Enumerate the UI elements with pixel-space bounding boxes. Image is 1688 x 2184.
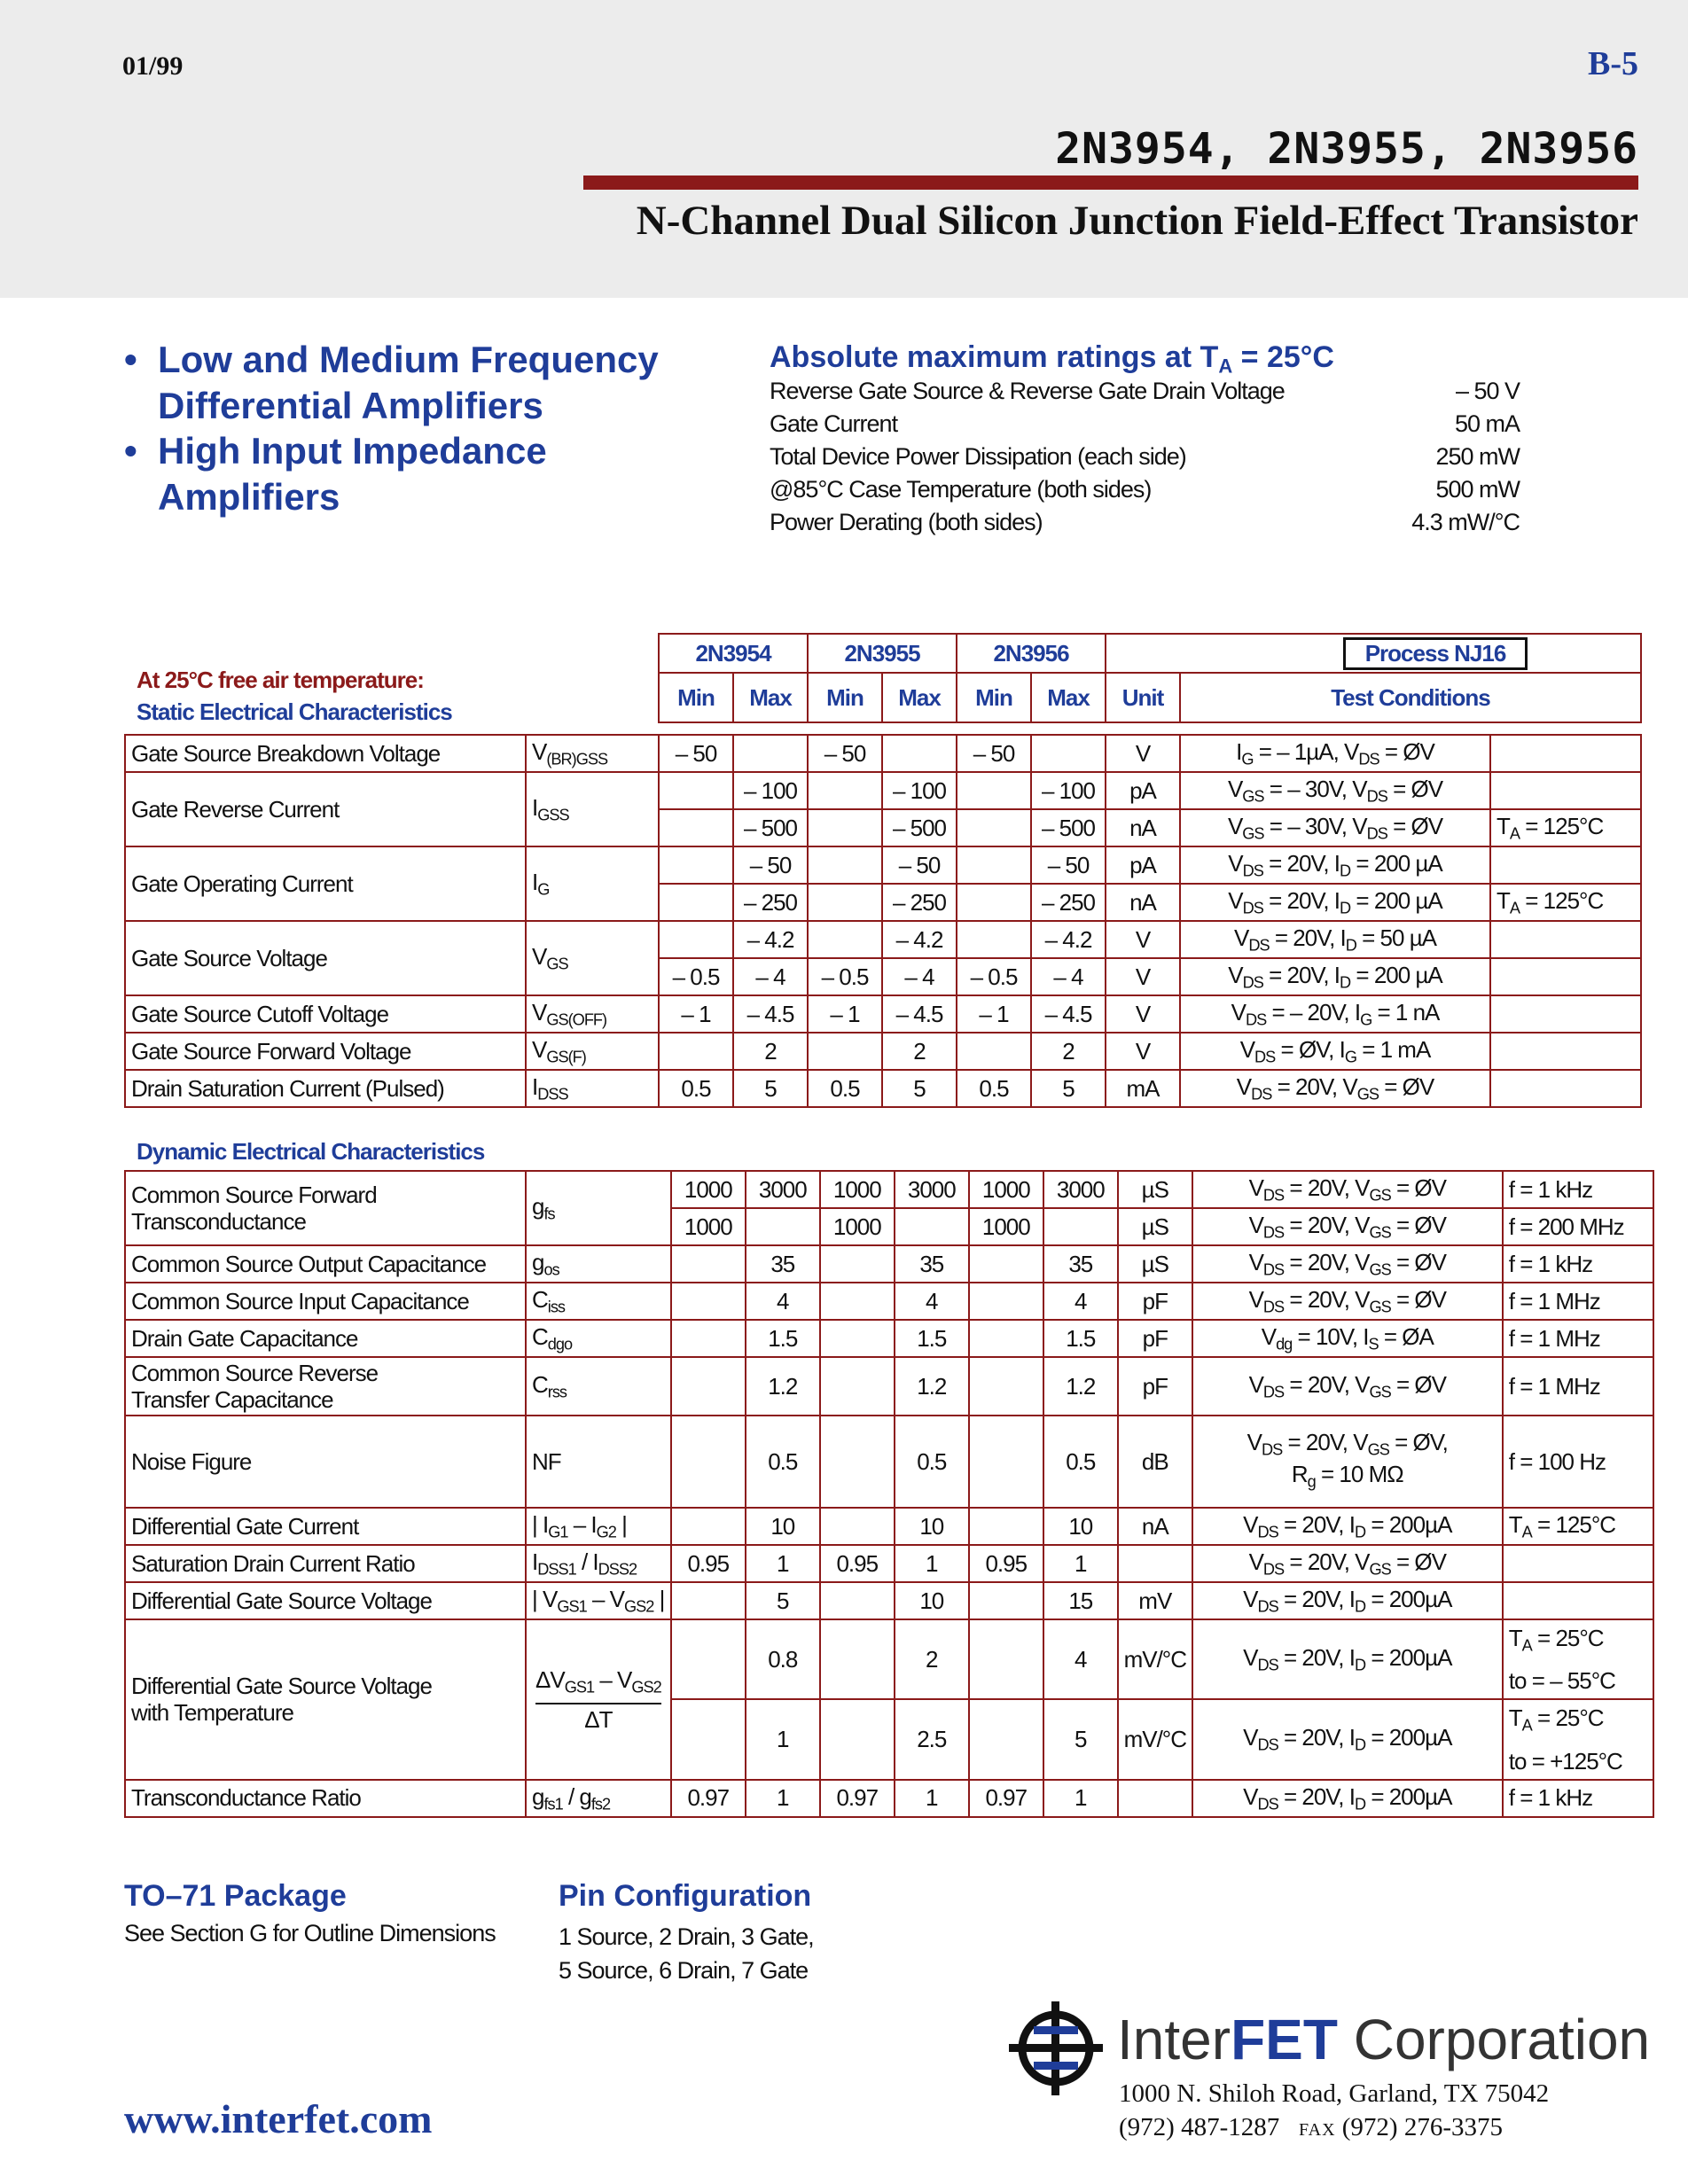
temp-cell <box>1490 846 1641 884</box>
feature-2-line2: Amplifiers <box>158 476 340 518</box>
param-label: Common Source Input Capacitance <box>125 1283 526 1320</box>
cell <box>957 846 1031 884</box>
unit-cell: pF <box>1118 1320 1192 1357</box>
condition-cell: $V_{DS} = 20V$, $V_{GS}$ = ØV <box>1192 1171 1503 1208</box>
cell: 2 <box>1031 1033 1106 1070</box>
min-header: Min <box>808 673 882 722</box>
gfs-symbol: $g_{fs}$ <box>526 1171 671 1245</box>
cell: 5 <box>882 1070 957 1107</box>
condition-cell: $V_{DS} = 20V$, $V_{GS}$ = ØV <box>1180 1070 1490 1107</box>
abs-max-value: – 50 V <box>1455 378 1520 404</box>
cell: 0.5 <box>1043 1416 1118 1508</box>
cell: 1.5 <box>746 1320 820 1357</box>
unit-cell: pF <box>1118 1357 1192 1416</box>
cell: 3000 <box>746 1171 820 1208</box>
condition-cell: $I_G$ = – 1µA, $V_{DS}$ = ØV <box>1180 735 1490 772</box>
freq-cell: f = 1 MHz <box>1503 1283 1653 1320</box>
param-symbol: $C_{iss}$ <box>526 1283 671 1320</box>
cell <box>659 809 733 846</box>
cell: 0.95 <box>820 1545 895 1582</box>
row-ciss <box>125 1283 1653 1320</box>
feature-1-line1: Low and Medium Frequency <box>158 339 659 380</box>
unit-cell: pF <box>1118 1283 1192 1320</box>
cell: 1 <box>746 1780 820 1817</box>
cell: 3000 <box>1043 1171 1118 1208</box>
tr-label: Transconductance Ratio <box>125 1780 526 1817</box>
cell: – 0.5 <box>808 958 882 995</box>
param-symbol: $I_{DSS}$ <box>526 1070 659 1107</box>
unit-cell: µS <box>1118 1171 1192 1208</box>
cell: – 4.5 <box>1031 995 1106 1033</box>
cell: 10 <box>1043 1508 1118 1545</box>
cell: 10 <box>895 1582 969 1619</box>
unit-cell: V <box>1106 921 1180 958</box>
abs-max-label: @85°C Case Temperature (both sides) <box>770 476 1152 503</box>
temp-cell <box>1490 995 1641 1033</box>
condition-cell: $V_{DS} = 20V$, $I_D = 200\mu A$ <box>1192 1619 1503 1699</box>
cell: 1 <box>895 1780 969 1817</box>
cell: – 500 <box>733 809 808 846</box>
abs-max-row <box>770 410 1520 438</box>
param-label: Gate Source Cutoff Voltage <box>125 995 526 1033</box>
param-symbol: $g_{os}$ <box>526 1245 671 1283</box>
cell: – 4.2 <box>733 921 808 958</box>
unit-cell: mV/°C <box>1118 1699 1192 1779</box>
unit-cell: mA <box>1106 1070 1180 1107</box>
cell: – 500 <box>1031 809 1106 846</box>
cell: – 100 <box>882 772 957 809</box>
date: 01/99 <box>122 51 184 81</box>
cell: 35 <box>746 1245 820 1283</box>
cell: – 4.5 <box>733 995 808 1033</box>
cell: 1.2 <box>895 1357 969 1416</box>
sdcr-symbol: $I_{DSS1} / I_{DSS2}$ <box>526 1545 671 1582</box>
param-symbol: $C_{dgo}$ <box>526 1320 671 1357</box>
table-row <box>125 735 1641 772</box>
crss-label: Common Source Reverse Transfer Capacitance <box>125 1357 526 1416</box>
cell: 2 <box>882 1033 957 1070</box>
feature-2-line1: High Input Impedance <box>158 430 547 472</box>
header-table <box>658 633 1642 723</box>
cell: – 4.5 <box>882 995 957 1033</box>
cell <box>957 772 1031 809</box>
interfet-logo-icon <box>1007 2000 1105 2097</box>
nf-label: Noise Figure <box>125 1416 526 1508</box>
page-title: N-Channel Dual Silicon Junction Field-Effect Transistor <box>636 198 1638 244</box>
cell <box>895 1208 969 1245</box>
cell <box>659 846 733 884</box>
param-symbol: $I_{GSS}$ <box>526 772 659 846</box>
cell: 35 <box>895 1245 969 1283</box>
cell: 0.97 <box>969 1780 1043 1817</box>
param-symbol: $V_{GS(F)}$ <box>526 1033 659 1070</box>
cell <box>808 772 882 809</box>
temp-cell <box>1490 958 1641 995</box>
param-label: Gate Source Voltage <box>125 921 526 995</box>
dgsvt-symbol: $\Delta V_{GS1} - V_{GS2}$ ΔT <box>526 1619 671 1780</box>
feature-1: • Low and Medium Frequency Differential Amplifiers <box>124 339 659 426</box>
cell: 0.5 <box>746 1416 820 1508</box>
cell: 1000 <box>820 1171 895 1208</box>
condition-cell: $V_{DS} = 20V$, $V_{GS}$ = ØV <box>1192 1208 1503 1245</box>
cell: – 4 <box>733 958 808 995</box>
param-label: Drain Gate Capacitance <box>125 1320 526 1357</box>
condition-cell: $V_{DS} = 20V$, $I_D = 200\mu A$ <box>1192 1699 1503 1779</box>
unit-cell: pA <box>1106 846 1180 884</box>
static-label: Static Electrical Characteristics <box>137 698 452 725</box>
freq-cell: f = 100 Hz <box>1503 1416 1653 1508</box>
cell <box>808 1033 882 1070</box>
cell <box>957 809 1031 846</box>
cell: – 50 <box>957 735 1031 772</box>
condition-cell: $V_{DS}$ = ØV, $I_G = 1$ mA <box>1180 1033 1490 1070</box>
cell: 1000 <box>820 1208 895 1245</box>
cell <box>733 735 808 772</box>
table-row <box>125 921 1641 958</box>
cell: 15 <box>1043 1582 1118 1619</box>
pin-text <box>559 1920 814 1987</box>
freq-cell: f = 200 MHz <box>1503 1208 1653 1245</box>
unit-cell: nA <box>1106 884 1180 921</box>
dgsvt-label: Differential Gate Source Voltage with Temperature <box>125 1619 526 1780</box>
cell: 3000 <box>895 1171 969 1208</box>
cell: – 4 <box>882 958 957 995</box>
part-header-2: 2N3955 <box>808 634 957 673</box>
package-text: See Section G for Outline Dimensions <box>124 1920 496 1946</box>
cell: 0.97 <box>671 1780 746 1817</box>
unit-cell: V <box>1106 995 1180 1033</box>
gfs-label: Common Source Forward Transconductance <box>125 1171 526 1245</box>
cell: 4 <box>1043 1283 1118 1320</box>
unit-cell: V <box>1106 1033 1180 1070</box>
cell: – 50 <box>659 735 733 772</box>
cell: – 250 <box>733 884 808 921</box>
condition-cell: $V_{DS} = 20V$, $I_D = 200$ µA <box>1180 958 1490 995</box>
temp-cell <box>1490 772 1641 809</box>
address: 1000 N. Shiloh Road, Garland, TX 75042 <box>1119 2079 1550 2108</box>
dgc-label: Differential Gate Current <box>125 1508 526 1545</box>
feature-2: • High Input Impedance Amplifiers <box>124 430 547 518</box>
temp-cell: $T_A = 125^\circ C$ <box>1490 884 1641 921</box>
cell: – 250 <box>1031 884 1106 921</box>
temp-cell <box>1490 735 1641 772</box>
dynamic-table <box>124 1170 1654 1818</box>
abs-max-value: 50 mA <box>1454 410 1520 437</box>
cell: 4 <box>1043 1619 1118 1699</box>
cell: 1 <box>895 1545 969 1582</box>
unit-cell: nA <box>1118 1508 1192 1545</box>
abs-max-label: Total Device Power Dissipation (each side) <box>770 443 1186 470</box>
cell: 5 <box>733 1070 808 1107</box>
cell: 0.95 <box>969 1545 1043 1582</box>
condition-cell: $V_{dg} = 10V$, $I_S$ = ØA <box>1192 1320 1503 1357</box>
cell: – 500 <box>882 809 957 846</box>
cell: 1000 <box>969 1171 1043 1208</box>
cell: 4 <box>746 1283 820 1320</box>
freq-cell: f = 1 MHz <box>1503 1320 1653 1357</box>
condition-cell: $V_{DS} = 20V$, $I_D = 50$ µA <box>1180 921 1490 958</box>
cell: 0.5 <box>957 1070 1031 1107</box>
temp-cell <box>1490 1033 1641 1070</box>
cell: 1.2 <box>1043 1357 1118 1416</box>
cell: 1 <box>746 1699 820 1779</box>
condition-cell: $V_{DS} = 20V$, $V_{GS}$ = ØV <box>1192 1545 1503 1582</box>
abs-max-row <box>770 378 1520 405</box>
param-label: Drain Saturation Current (Pulsed) <box>125 1070 526 1107</box>
cell: 10 <box>746 1508 820 1545</box>
param-label: Gate Source Breakdown Voltage <box>125 735 526 772</box>
condition-cell: $V_{GS}$ = – 30V, $V_{DS}$ = ØV <box>1180 809 1490 846</box>
min-header: Min <box>659 673 733 722</box>
row-gos <box>125 1245 1653 1283</box>
unit-cell: pA <box>1106 772 1180 809</box>
cell: – 100 <box>733 772 808 809</box>
condition-cell: $V_{DS}$ = – 20V, $I_G = 1$ nA <box>1180 995 1490 1033</box>
temp-cell <box>1490 921 1641 958</box>
cell: – 4.2 <box>1031 921 1106 958</box>
param-label: Common Source Output Capacitance <box>125 1245 526 1283</box>
table-row <box>125 1033 1641 1070</box>
abs-max-value: 500 mW <box>1435 476 1520 503</box>
table-row <box>125 995 1641 1033</box>
dgc-symbol: | $I_{G1} - I_{G2}$ | <box>526 1508 671 1545</box>
temp-cell: $T_A = 125^\circ C$ <box>1490 809 1641 846</box>
temp-cell: $T_A = 125^\circ C$ <box>1503 1508 1653 1545</box>
cell <box>1031 735 1106 772</box>
cell: 1000 <box>671 1208 746 1245</box>
cell: 1.5 <box>895 1320 969 1357</box>
min-header: Min <box>957 673 1031 722</box>
cell <box>957 884 1031 921</box>
unit-cell: nA <box>1106 809 1180 846</box>
condition-cell: $V_{GS}$ = – 30V, $V_{DS}$ = ØV <box>1180 772 1490 809</box>
cell: – 50 <box>808 735 882 772</box>
cell <box>808 809 882 846</box>
freq-cell: f = 1 kHz <box>1503 1171 1653 1208</box>
condition-cell: $V_{DS} = 20V$, $I_D = 200$ µA <box>1180 846 1490 884</box>
unit-header: Unit <box>1106 673 1180 722</box>
unit-cell: mV <box>1118 1582 1192 1619</box>
cell: – 0.5 <box>957 958 1031 995</box>
part-header-1: 2N3954 <box>659 634 808 673</box>
package-title: TO–71 Package <box>124 1879 347 1913</box>
abs-max-value: 4.3 mW/°C <box>1411 509 1520 535</box>
dynamic-label: Dynamic Electrical Characteristics <box>137 1138 485 1165</box>
pin-line-1: 1 Source, 2 Drain, 3 Gate, <box>559 1923 814 1950</box>
unit-cell: µS <box>1118 1208 1192 1245</box>
cell <box>659 921 733 958</box>
temp-label: At 25°C free air temperature: <box>137 667 424 693</box>
cell: – 250 <box>882 884 957 921</box>
cell: 1000 <box>969 1208 1043 1245</box>
condition-cell: $V_{DS} = 20V$, $V_{GS}$ = ØV <box>1192 1357 1503 1416</box>
part-header-3: 2N3956 <box>957 634 1106 673</box>
cell: – 1 <box>808 995 882 1033</box>
table-row <box>125 846 1641 884</box>
cell: 1 <box>746 1545 820 1582</box>
test-conditions-header: Test Conditions <box>1180 673 1641 722</box>
condition-cell: $V_{DS} = 20V$, $V_{GS}$ = ØV, $R_g = 10$ MΩ <box>1192 1416 1503 1508</box>
freq-cell: f = 1 kHz <box>1503 1245 1653 1283</box>
cell: – 50 <box>733 846 808 884</box>
abs-max-label: Gate Current <box>770 410 898 437</box>
condition-cell: $V_{DS} = 20V$, $I_D = 200\mu A$ <box>1192 1582 1503 1619</box>
cell: 1.2 <box>746 1357 820 1416</box>
cell: 5 <box>1043 1699 1118 1779</box>
cell <box>659 1033 733 1070</box>
param-label: Gate Reverse Current <box>125 772 526 846</box>
cell: 0.5 <box>659 1070 733 1107</box>
cell: 5 <box>1031 1070 1106 1107</box>
cell: 35 <box>1043 1245 1118 1283</box>
param-symbol: $V_{GS}$ <box>526 921 659 995</box>
unit-cell: mV/°C <box>1118 1619 1192 1699</box>
cell: 1.5 <box>1043 1320 1118 1357</box>
temp-cell <box>1490 1070 1641 1107</box>
cell: 0.5 <box>895 1416 969 1508</box>
condition-cell: $V_{DS} = 20V$, $V_{GS}$ = ØV <box>1192 1283 1503 1320</box>
pin-title: Pin Configuration <box>559 1879 812 1913</box>
max-header: Max <box>1031 673 1106 722</box>
cell: – 0.5 <box>659 958 733 995</box>
abs-max-row <box>770 443 1520 471</box>
cell: 0.5 <box>808 1070 882 1107</box>
condition-cell: $V_{DS} = 20V$, $I_D = 200\mu A$ <box>1192 1780 1503 1817</box>
cell: 2.5 <box>895 1699 969 1779</box>
param-symbol: $I_G$ <box>526 846 659 921</box>
condition-cell: $V_{DS} = 20V$, $I_D = 200$ µA <box>1180 884 1490 921</box>
pin-line-2: 5 Source, 6 Drain, 7 Gate <box>559 1957 809 1984</box>
cell: 1 <box>1043 1545 1118 1582</box>
cell: – 50 <box>882 846 957 884</box>
temp-cell: $T_A = 25^\circ C$ to = – 55°C <box>1503 1619 1653 1699</box>
feature-1-line2: Differential Amplifiers <box>158 385 543 426</box>
param-label: Gate Source Forward Voltage <box>125 1033 526 1070</box>
cell: – 100 <box>1031 772 1106 809</box>
condition-cell: $V_{DS} = 20V$, $I_D = 200\mu A$ <box>1192 1508 1503 1545</box>
param-symbol: $V_{(BR)GSS}$ <box>526 735 659 772</box>
cell <box>746 1208 820 1245</box>
param-label: Gate Operating Current <box>125 846 526 921</box>
temp-cell: $T_A = 25^\circ C$ to = +125°C <box>1503 1699 1653 1779</box>
cell: 1 <box>1043 1780 1118 1817</box>
cell <box>957 1033 1031 1070</box>
cell <box>808 921 882 958</box>
abs-max-row <box>770 476 1520 503</box>
cell: 0.8 <box>746 1619 820 1699</box>
max-header: Max <box>882 673 957 722</box>
table-row <box>125 772 1641 809</box>
cell: – 50 <box>1031 846 1106 884</box>
max-header: Max <box>733 673 808 722</box>
unit-cell: µS <box>1118 1245 1192 1283</box>
phone-fax: (972) 487-1287 FAX (972) 276-3375 <box>1119 2113 1503 2141</box>
part-numbers: 2N3954, 2N3955, 2N3956 <box>1055 124 1638 174</box>
abs-max-value: 250 mW <box>1435 443 1520 470</box>
abs-max-row <box>770 509 1520 536</box>
process-box: Process NJ16 <box>1343 637 1528 670</box>
cell <box>659 772 733 809</box>
cell: 1000 <box>671 1171 746 1208</box>
cell: – 4 <box>1031 958 1106 995</box>
crss-symbol: $C_{rss}$ <box>526 1357 671 1416</box>
cell: 4 <box>895 1283 969 1320</box>
cell: 10 <box>895 1508 969 1545</box>
table-row <box>125 1070 1641 1107</box>
abs-max-label: Power Derating (both sides) <box>770 509 1043 535</box>
website-link[interactable]: www.interfet.com <box>124 2096 433 2141</box>
cell: 2 <box>733 1033 808 1070</box>
unit-cell: V <box>1106 958 1180 995</box>
static-table <box>124 734 1642 1108</box>
tr-symbol: $g_{fs1} / g_{fs2}$ <box>526 1780 671 1817</box>
cell: 0.97 <box>820 1780 895 1817</box>
row-cdgo <box>125 1320 1653 1357</box>
param-symbol: $V_{GS(OFF)}$ <box>526 995 659 1033</box>
dgsv-label: Differential Gate Source Voltage <box>125 1582 526 1619</box>
cell <box>808 884 882 921</box>
title-rule <box>583 176 1638 190</box>
cell <box>1043 1208 1118 1245</box>
cell <box>808 846 882 884</box>
cell: 2 <box>895 1619 969 1699</box>
nf-symbol: NF <box>526 1416 671 1508</box>
company-name: InterFET Corporation <box>1117 2008 1651 2071</box>
cell: – 1 <box>659 995 733 1033</box>
cell: – 1 <box>957 995 1031 1033</box>
unit-cell: dB <box>1118 1416 1192 1508</box>
abs-max-title: Absolute maximum ratings at $T_A = 25^\circ C$ <box>770 340 1334 378</box>
cell: 5 <box>746 1582 820 1619</box>
freq-cell: f = 1 MHz <box>1503 1357 1653 1416</box>
cell <box>882 735 957 772</box>
cell <box>957 921 1031 958</box>
freq-cell: f = 1 kHz <box>1503 1780 1653 1817</box>
cell: 0.95 <box>671 1545 746 1582</box>
page-number: B-5 <box>1588 45 1638 82</box>
condition-cell: $V_{DS} = 20V$, $V_{GS}$ = ØV <box>1192 1245 1503 1283</box>
unit-cell: V <box>1106 735 1180 772</box>
sdcr-label: Saturation Drain Current Ratio <box>125 1545 526 1582</box>
cell: – 4.2 <box>882 921 957 958</box>
dgsv-symbol: | $V_{GS1} - V_{GS2}$ | <box>526 1582 671 1619</box>
abs-max-label: Reverse Gate Source & Reverse Gate Drain Voltage <box>770 378 1285 404</box>
cell <box>659 884 733 921</box>
